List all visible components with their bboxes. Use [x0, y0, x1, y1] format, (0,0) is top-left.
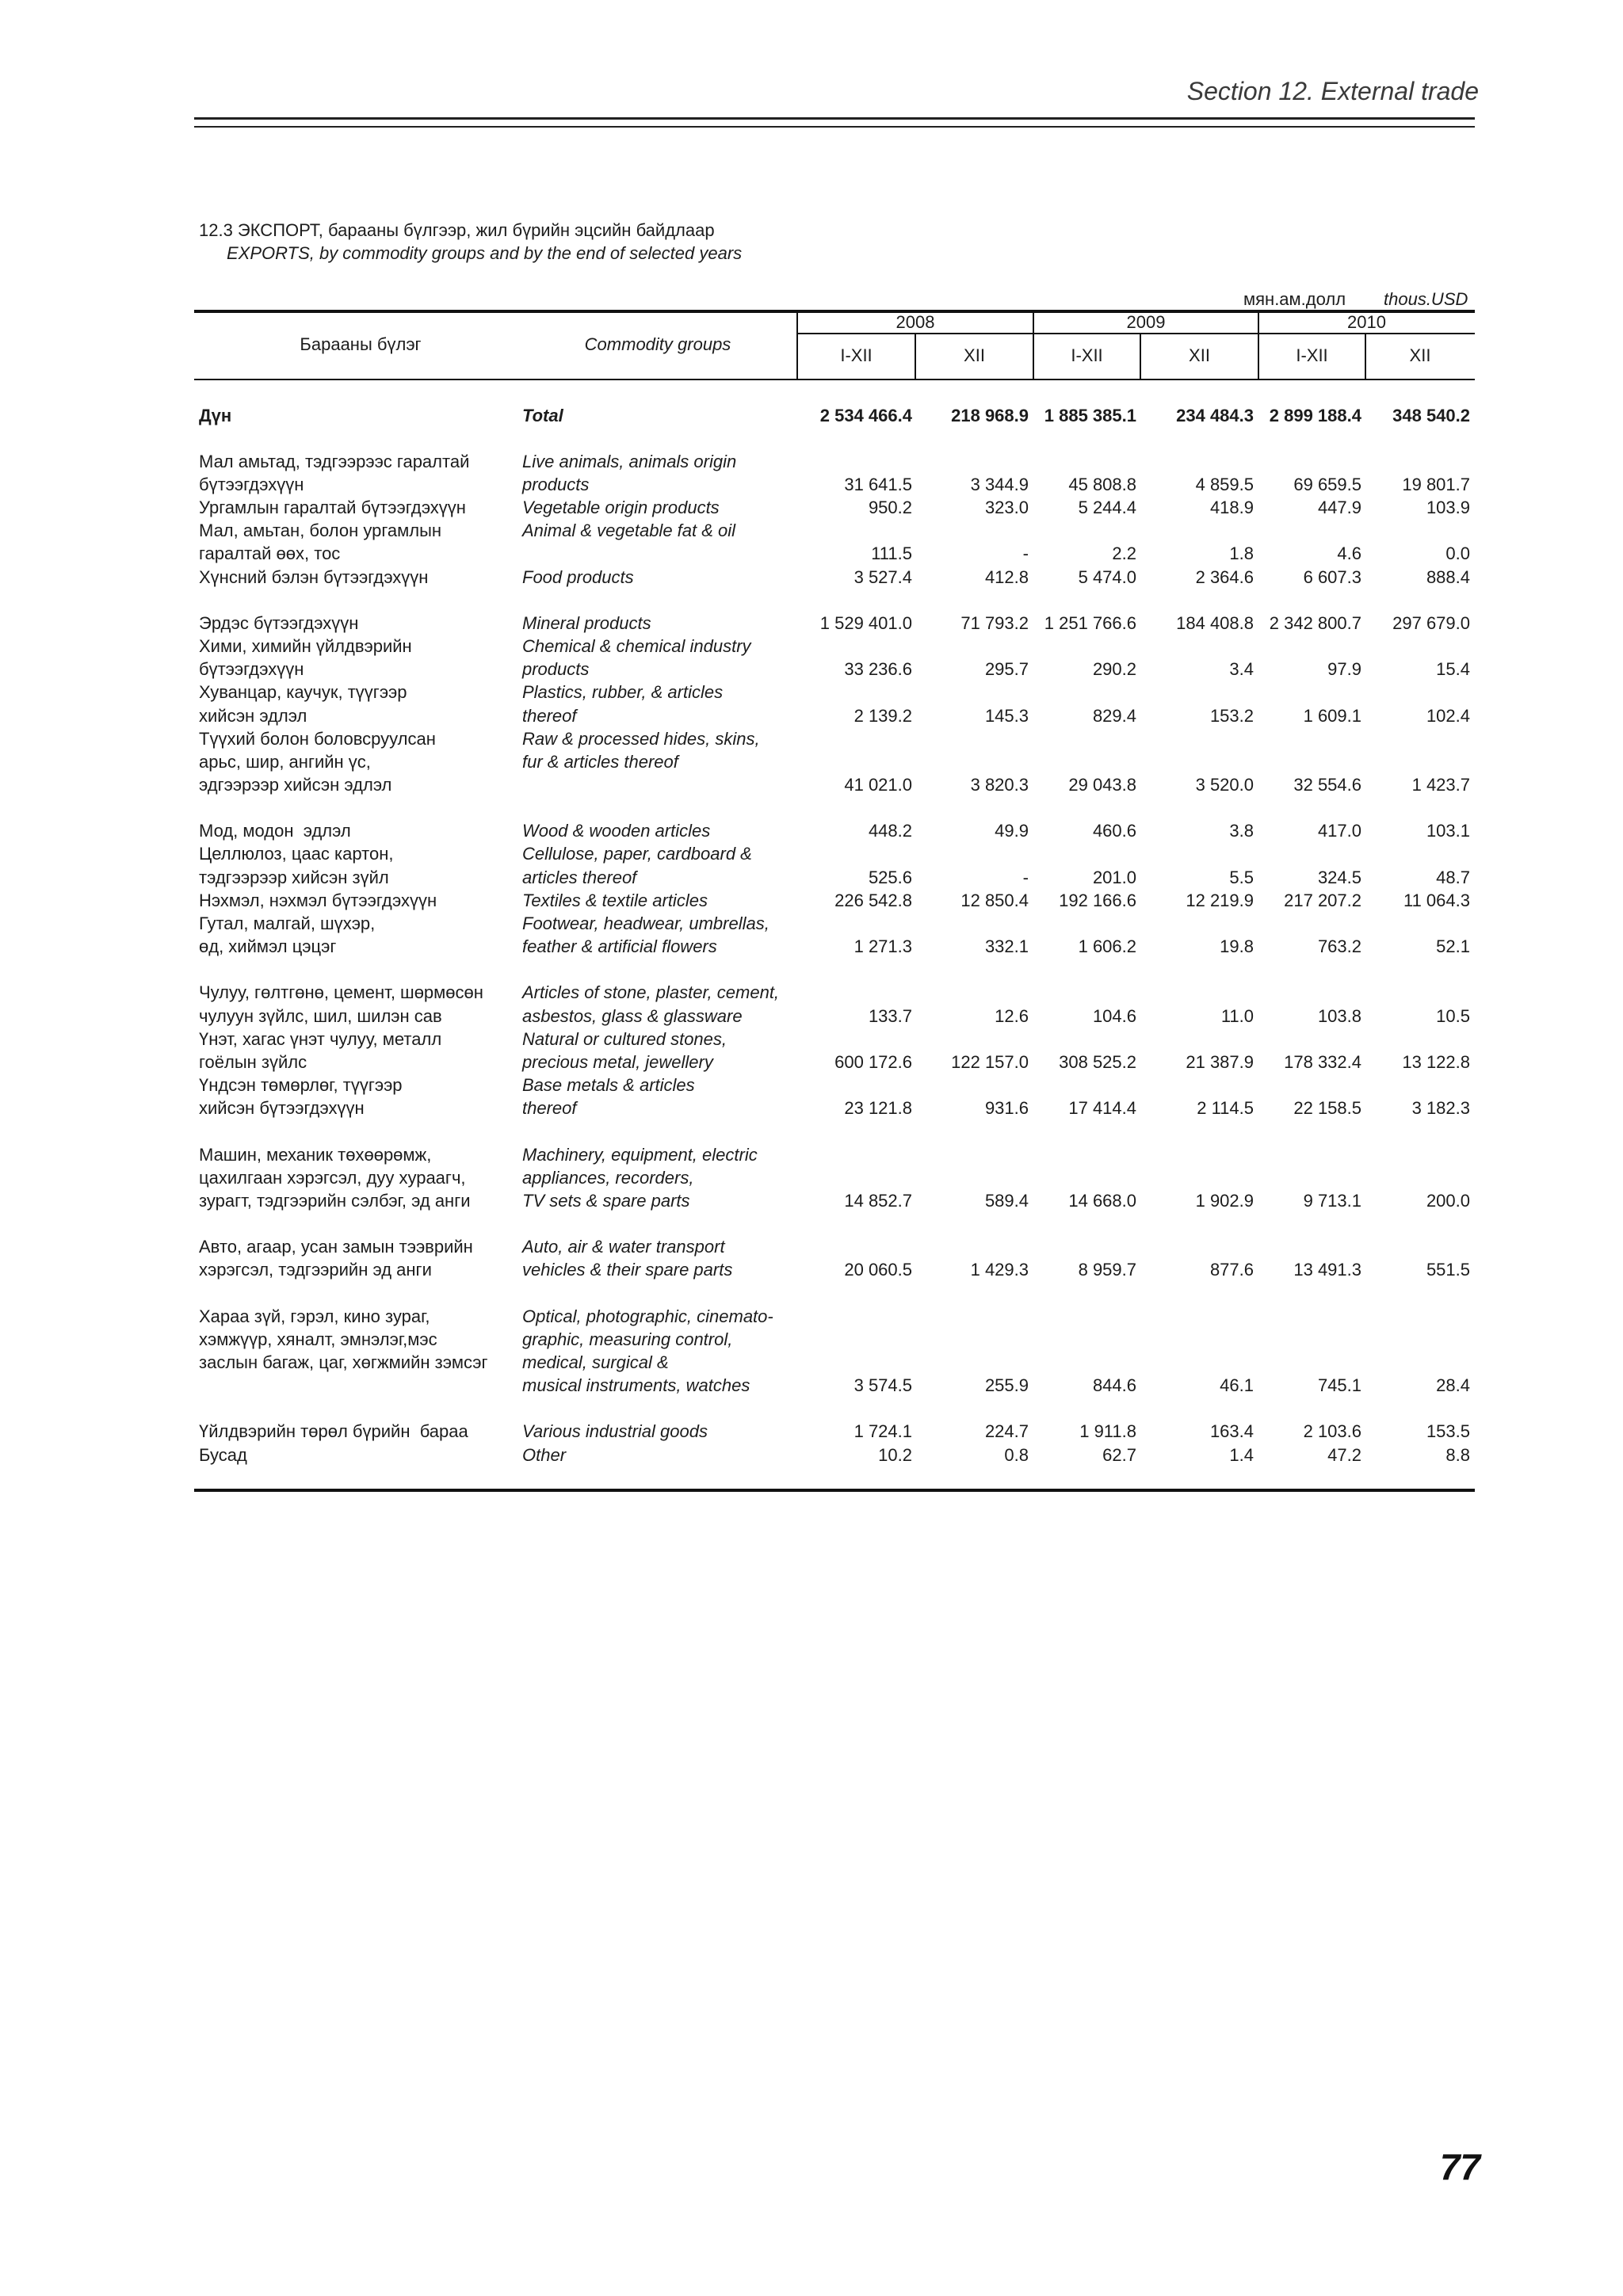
commodity-name-mn: Хуванцар, каучук, түүгээр	[199, 682, 407, 703]
value-col-3: 62.7	[1102, 1444, 1136, 1465]
commodity-name-en: thereof	[522, 705, 577, 726]
commodity-name-en: Food products	[522, 566, 634, 587]
value-col-4: 1.4	[1229, 1444, 1254, 1465]
value-col-4: 4 859.5	[1195, 474, 1254, 494]
value-col-6: 1 423.7	[1411, 775, 1470, 795]
table-row	[0, 496, 1623, 519]
commodity-name-mn: Мал амьтад, тэдгээрээс гаралтай	[199, 451, 470, 471]
value-col-6: 551.5	[1426, 1260, 1470, 1280]
value-col-4: 3 520.0	[1195, 775, 1254, 795]
period-header: I-XII	[1296, 345, 1328, 365]
value-col-1: 20 060.5	[844, 1260, 912, 1280]
value-col-1: 2 139.2	[854, 705, 912, 726]
table-row	[0, 1420, 1623, 1443]
value-col-6: 103.1	[1426, 821, 1470, 841]
commodity-name-mn: чулуун зүйлс, шил, шилэн сав	[199, 1005, 442, 1026]
commodity-name-en: musical instruments, watches	[522, 1375, 750, 1396]
table-row	[0, 866, 1623, 889]
commodity-name-mn: Түүхий болон боловсруулсан	[199, 728, 436, 749]
commodity-name-en: Total	[522, 405, 563, 425]
commodity-name-en: Base metals & articles	[522, 1075, 695, 1096]
commodity-name-en: vehicles & their spare parts	[522, 1260, 733, 1280]
commodity-name-mn: Үнэт, хагас үнэт чулуу, металл	[199, 1028, 442, 1049]
group-separator	[0, 427, 1623, 450]
commodity-name-en: products	[522, 474, 590, 494]
table-title-english: EXPORTS, by commodity groups and by the end of selected years	[227, 243, 743, 263]
value-col-5: 1 609.1	[1303, 705, 1361, 726]
value-col-4: 234 484.3	[1176, 405, 1254, 425]
table-body	[0, 404, 1623, 1466]
value-col-5: 103.8	[1317, 1005, 1361, 1026]
commodity-name-en: Cellulose, paper, cardboard &	[522, 844, 752, 864]
commodity-name-mn: Мал, амьтан, болон ургамлын	[199, 521, 442, 541]
commodity-name-mn: Нэхмэл, нэхмэл бүтээгдэхүүн	[199, 890, 437, 910]
value-col-4: 5.5	[1229, 867, 1254, 887]
commodity-name-mn: Хүнсний бэлэн бүтээгдэхүүн	[199, 566, 429, 587]
commodity-name-mn: гоёлын зүйлс	[199, 1051, 307, 1072]
table-row	[0, 658, 1623, 681]
value-col-4: 11.0	[1220, 1005, 1254, 1026]
period-header: I-XII	[1071, 345, 1103, 365]
commodity-name-en: articles thereof	[522, 867, 637, 887]
value-col-6: 10.5	[1436, 1005, 1470, 1026]
commodity-name-en: Wood & wooden articles	[522, 821, 711, 841]
commodity-name-en: Various industrial goods	[522, 1421, 708, 1442]
value-col-2: 12 850.4	[960, 890, 1029, 910]
table-row	[0, 773, 1623, 796]
value-col-2: 295.7	[984, 659, 1029, 680]
value-col-6: 11 064.3	[1403, 890, 1470, 910]
value-col-6: 348 540.2	[1392, 405, 1470, 425]
commodity-name-en: TV sets & spare parts	[522, 1190, 690, 1211]
commodity-name-en: Auto, air & water transport	[522, 1237, 725, 1257]
value-col-3: 45 808.8	[1068, 474, 1136, 494]
value-col-2: -	[1022, 867, 1029, 887]
commodity-name-mn: Бусад	[199, 1444, 247, 1465]
commodity-name-mn: бүтээгдэхүүн	[199, 474, 304, 494]
value-col-3: 5 474.0	[1078, 566, 1136, 587]
column-header-commodity-mn: Барааны бүлэг	[300, 334, 422, 354]
value-col-5: 447.9	[1317, 498, 1361, 518]
table-row	[0, 1351, 1623, 1374]
table-row	[0, 1189, 1623, 1212]
value-col-6: 297 679.0	[1392, 612, 1470, 633]
value-col-3: 2.2	[1112, 543, 1136, 564]
commodity-name-en: graphic, measuring control,	[522, 1329, 733, 1349]
value-col-5: 32 554.6	[1293, 775, 1361, 795]
value-col-5: 2 103.6	[1303, 1421, 1361, 1442]
table-bottom-rule	[194, 1489, 1475, 1492]
period-header: XII	[1189, 345, 1210, 365]
value-col-3: 844.6	[1092, 1375, 1136, 1396]
commodity-name-mn: Чулуу, гөлтгөнө, цемент, шөрмөсөн	[199, 982, 483, 1003]
value-col-2: 224.7	[984, 1421, 1029, 1442]
table-row	[0, 750, 1623, 773]
value-col-5: 2 899 188.4	[1269, 405, 1361, 425]
period-header: XII	[964, 345, 985, 365]
value-col-4: 184 408.8	[1176, 612, 1254, 633]
table-row	[0, 912, 1623, 935]
table-row	[0, 842, 1623, 865]
value-col-2: 3 820.3	[970, 775, 1029, 795]
value-col-2: 323.0	[984, 498, 1029, 518]
commodity-name-en: Optical, photographic, cinemato-	[522, 1306, 773, 1326]
period-header: I-XII	[840, 345, 873, 365]
value-col-2: 412.8	[984, 566, 1029, 587]
value-col-5: 745.1	[1317, 1375, 1361, 1396]
table-row	[0, 519, 1623, 542]
value-col-1: 600 172.6	[834, 1051, 912, 1072]
commodity-name-en: Animal & vegetable fat & oil	[522, 521, 736, 541]
section-header: Section 12. External trade	[1186, 77, 1479, 105]
value-col-4: 19.8	[1220, 936, 1254, 957]
value-col-1: 41 021.0	[844, 775, 912, 795]
value-col-2: 1 429.3	[970, 1260, 1029, 1280]
commodity-name-en: Live animals, animals origin	[522, 451, 737, 471]
commodity-name-mn: Целлюлоз, цаас картон,	[199, 844, 394, 864]
table-row	[0, 981, 1623, 1004]
value-col-6: 103.9	[1426, 498, 1470, 518]
table-row	[0, 450, 1623, 473]
table-row	[0, 1328, 1623, 1351]
commodity-name-en: Raw & processed hides, skins,	[522, 728, 760, 749]
value-col-1: 14 852.7	[844, 1190, 912, 1211]
value-col-4: 163.4	[1209, 1421, 1254, 1442]
value-col-1: 1 724.1	[854, 1421, 912, 1442]
value-col-1: 10.2	[878, 1444, 912, 1465]
commodity-name-mn: хийсэн эдлэл	[199, 705, 307, 726]
commodity-name-en: Machinery, equipment, electric	[522, 1144, 758, 1165]
commodity-name-mn: зурагт, тэдгээрийн сэлбэг, эд анги	[199, 1190, 471, 1211]
value-col-3: 1 251 766.6	[1044, 612, 1136, 633]
commodity-name-mn: заслын багаж, цаг, хөгжмийн зэмсэг	[199, 1352, 488, 1372]
year-header: 2010	[1347, 312, 1386, 332]
commodity-name-mn: Машин, механик төхөөрөмж,	[199, 1144, 432, 1165]
value-col-2: 49.9	[995, 821, 1029, 841]
value-col-3: 1 885 385.1	[1044, 405, 1136, 425]
year-header: 2008	[896, 312, 935, 332]
value-col-4: 877.6	[1209, 1260, 1254, 1280]
commodity-name-en: asbestos, glass & glassware	[522, 1005, 743, 1026]
total-row	[0, 404, 1623, 427]
table-row	[0, 704, 1623, 727]
value-col-1: 3 574.5	[854, 1375, 912, 1396]
value-col-4: 418.9	[1209, 498, 1254, 518]
value-col-2: 12.6	[995, 1005, 1029, 1026]
group-separator	[0, 1212, 1623, 1235]
value-col-6: 48.7	[1436, 867, 1470, 887]
commodity-name-mn: Ургамлын гаралтай бүтээгдэхүүн	[199, 498, 466, 518]
value-col-4: 21 387.9	[1186, 1051, 1254, 1072]
header-rule-thick	[194, 117, 1475, 120]
table-row	[0, 473, 1623, 496]
table-row	[0, 1074, 1623, 1097]
value-col-2: 255.9	[984, 1375, 1029, 1396]
value-col-3: 14 668.0	[1068, 1190, 1136, 1211]
value-col-2: 71 793.2	[960, 612, 1029, 633]
value-col-5: 417.0	[1317, 821, 1361, 841]
value-col-1: 448.2	[868, 821, 912, 841]
commodity-name-mn: Үндсэн төмөрлөг, түүгээр	[199, 1075, 403, 1096]
value-col-6: 3 182.3	[1411, 1098, 1470, 1119]
value-col-2: 122 157.0	[951, 1051, 1029, 1072]
value-col-5: 178 332.4	[1284, 1051, 1361, 1072]
value-col-2: 0.8	[1004, 1444, 1029, 1465]
value-col-6: 52.1	[1436, 936, 1470, 957]
table-row	[0, 1444, 1623, 1466]
value-col-6: 153.5	[1426, 1421, 1470, 1442]
value-col-1: 1 271.3	[854, 936, 912, 957]
table-row	[0, 1166, 1623, 1189]
table-row	[0, 681, 1623, 704]
value-col-6: 0.0	[1445, 543, 1470, 564]
commodity-name-mn: Авто, агаар, усан замын тээврийн	[199, 1237, 473, 1257]
value-col-4: 153.2	[1209, 705, 1254, 726]
commodity-name-en: Plastics, rubber, & articles	[522, 682, 724, 703]
commodity-name-en: Articles of stone, plaster, cement,	[522, 982, 780, 1003]
commodity-name-mn: бүтээгдэхүүн	[199, 659, 304, 680]
value-col-5: 69 659.5	[1293, 474, 1361, 494]
commodity-name-mn: Хими, химийн үйлдвэрийн	[199, 636, 412, 657]
commodity-name-en: Textiles & textile articles	[522, 890, 708, 910]
value-col-1: 23 121.8	[844, 1098, 912, 1119]
commodity-name-en: appliances, recorders,	[522, 1167, 694, 1188]
value-col-3: 8 959.7	[1078, 1260, 1136, 1280]
group-separator	[0, 796, 1623, 819]
group-separator	[0, 589, 1623, 612]
commodity-name-mn: Эрдэс бүтээгдэхүүн	[199, 612, 359, 633]
table-title-mongolian: 12.3 ЭКСПОРТ, барааны бүлгээр, жил бүрийн эцсийн байдлаар	[199, 220, 715, 240]
value-col-2: 3 344.9	[970, 474, 1029, 494]
table-row	[0, 889, 1623, 912]
commodity-name-en: Mineral products	[522, 612, 651, 633]
value-col-6: 13 122.8	[1402, 1051, 1470, 1072]
value-col-2: 589.4	[984, 1190, 1029, 1211]
table-row	[0, 542, 1623, 565]
table-row	[0, 1005, 1623, 1028]
value-col-3: 1 911.8	[1079, 1421, 1136, 1442]
value-col-3: 201.0	[1092, 867, 1136, 887]
group-separator	[0, 1119, 1623, 1142]
value-col-5: 324.5	[1317, 867, 1361, 887]
commodity-name-en: precious metal, jewellery	[522, 1051, 713, 1072]
value-col-3: 29 043.8	[1068, 775, 1136, 795]
value-col-2: 332.1	[984, 936, 1029, 957]
commodity-name-en: fur & articles thereof	[522, 751, 678, 772]
value-col-3: 1 606.2	[1078, 936, 1136, 957]
commodity-name-mn: Гутал, малгай, шүхэр,	[199, 913, 376, 933]
value-col-3: 460.6	[1092, 821, 1136, 841]
value-col-4: 3.4	[1229, 659, 1254, 680]
value-col-5: 6 607.3	[1303, 566, 1361, 587]
value-col-6: 888.4	[1426, 566, 1470, 587]
year-header: 2009	[1126, 312, 1166, 332]
value-col-5: 763.2	[1317, 936, 1361, 957]
value-col-5: 9 713.1	[1303, 1190, 1361, 1211]
commodity-name-en: Chemical & chemical industry	[522, 636, 751, 657]
commodity-name-mn: арьс, шир, ангийн үс,	[199, 751, 371, 772]
table-row	[0, 1258, 1623, 1281]
value-col-6: 8.8	[1445, 1444, 1470, 1465]
value-col-4: 1.8	[1229, 543, 1254, 564]
value-col-1: 525.6	[868, 867, 912, 887]
commodity-name-en: Natural or cultured stones,	[522, 1028, 727, 1049]
column-header-commodity-en: Commodity groups	[584, 334, 731, 354]
value-col-1: 1 529 401.0	[819, 612, 912, 633]
commodity-name-en: medical, surgical &	[522, 1352, 669, 1372]
commodity-name-en: thereof	[522, 1098, 577, 1119]
value-col-4: 12 219.9	[1186, 890, 1254, 910]
table-row	[0, 935, 1623, 958]
units-label-mongolian: мян.ам.долл	[1243, 289, 1346, 309]
period-header: XII	[1409, 345, 1431, 365]
table-row	[0, 727, 1623, 750]
value-col-4: 1 902.9	[1195, 1190, 1254, 1211]
commodity-name-en: Vegetable origin products	[522, 498, 720, 518]
value-col-5: 97.9	[1327, 659, 1361, 680]
value-col-6: 15.4	[1436, 659, 1470, 680]
value-col-3: 17 414.4	[1068, 1098, 1136, 1119]
value-col-1: 33 236.6	[844, 659, 912, 680]
commodity-name-mn: хэрэгсэл, тэдгээрийн эд анги	[199, 1260, 432, 1280]
value-col-3: 290.2	[1092, 659, 1136, 680]
value-col-3: 192 166.6	[1059, 890, 1136, 910]
value-col-1: 226 542.8	[834, 890, 912, 910]
value-col-2: 931.6	[984, 1098, 1029, 1119]
commodity-name-mn: Хараа зүй, гэрэл, кино зураг,	[199, 1306, 430, 1326]
commodity-name-mn: хэмжүүр, хяналт, эмнэлэг,мэс	[199, 1329, 437, 1349]
table-row	[0, 1097, 1623, 1119]
value-col-3: 308 525.2	[1059, 1051, 1136, 1072]
commodity-name-mn: Дүн	[199, 405, 232, 425]
commodity-name-en: Other	[522, 1444, 567, 1465]
table-row	[0, 1374, 1623, 1397]
commodity-name-mn: гаралтай өөх, тос	[199, 543, 341, 564]
table-row	[0, 1051, 1623, 1074]
commodity-name-mn: өд, хиймэл цэцэг	[199, 936, 337, 957]
value-col-5: 217 207.2	[1284, 890, 1361, 910]
value-col-1: 31 641.5	[844, 474, 912, 494]
table-row	[0, 1235, 1623, 1258]
table-row	[0, 612, 1623, 635]
header-rule-thin	[194, 126, 1475, 128]
commodity-name-en: products	[522, 659, 590, 680]
value-col-5: 4.6	[1337, 543, 1361, 564]
commodity-name-en: feather & artificial flowers	[522, 936, 717, 957]
group-separator	[0, 1397, 1623, 1420]
value-col-6: 102.4	[1426, 705, 1470, 726]
table-row	[0, 819, 1623, 842]
value-col-5: 13 491.3	[1293, 1260, 1361, 1280]
table-row	[0, 635, 1623, 658]
value-col-4: 2 364.6	[1195, 566, 1254, 587]
value-col-3: 829.4	[1092, 705, 1136, 726]
commodity-name-mn: цахилгаан хэрэгсэл, дуу хураагч,	[199, 1167, 466, 1188]
commodity-name-mn: Үйлдвэрийн төрөл бүрийн бараа	[199, 1421, 468, 1442]
page-number: 77	[1439, 2146, 1480, 2187]
group-separator	[0, 958, 1623, 981]
value-col-1: 133.7	[868, 1005, 912, 1026]
value-col-6: 28.4	[1436, 1375, 1470, 1396]
commodity-name-mn: эдгээрээр хийсэн эдлэл	[199, 775, 392, 795]
value-col-4: 2 114.5	[1197, 1098, 1254, 1119]
value-col-6: 200.0	[1426, 1190, 1470, 1211]
value-col-5: 22 158.5	[1293, 1098, 1361, 1119]
table-row	[0, 1143, 1623, 1166]
commodity-name-en: Footwear, headwear, umbrellas,	[522, 913, 769, 933]
value-col-5: 2 342 800.7	[1269, 612, 1361, 633]
value-col-4: 46.1	[1220, 1375, 1254, 1396]
table-row	[0, 1028, 1623, 1051]
value-col-1: 3 527.4	[854, 566, 912, 587]
value-col-4: 3.8	[1229, 821, 1254, 841]
value-col-3: 104.6	[1092, 1005, 1136, 1026]
value-col-2: -	[1022, 543, 1029, 564]
value-col-2: 145.3	[984, 705, 1029, 726]
table-row	[0, 566, 1623, 589]
group-separator	[0, 1281, 1623, 1304]
table-row	[0, 1305, 1623, 1328]
value-col-5: 47.2	[1327, 1444, 1361, 1465]
value-col-2: 218 968.9	[951, 405, 1029, 425]
value-col-1: 111.5	[871, 543, 912, 564]
units-label-english: thous.USD	[1384, 289, 1468, 309]
value-col-3: 5 244.4	[1078, 498, 1136, 518]
commodity-name-mn: тэдгээрээр хийсэн зүйл	[199, 867, 389, 887]
value-col-1: 2 534 466.4	[819, 405, 912, 425]
value-col-6: 19 801.7	[1402, 474, 1470, 494]
commodity-name-mn: Мод, модон эдлэл	[199, 821, 351, 841]
value-col-1: 950.2	[868, 498, 912, 518]
commodity-name-mn: хийсэн бүтээгдэхүүн	[199, 1098, 365, 1119]
